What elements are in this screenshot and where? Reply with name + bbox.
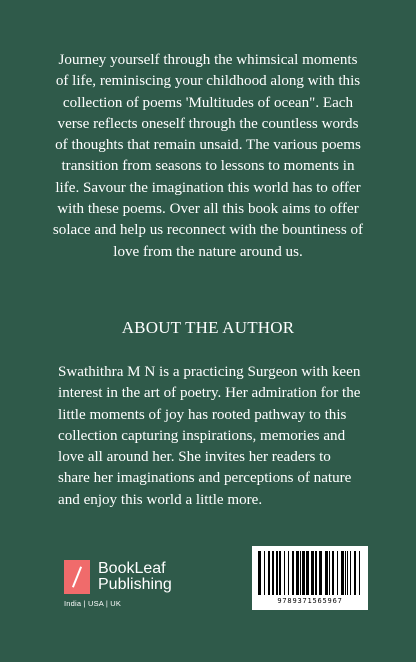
barcode-bar <box>288 551 289 595</box>
barcode-bar <box>311 551 314 595</box>
barcode-bar <box>354 551 356 595</box>
barcode-bar <box>284 551 285 595</box>
barcode-bar <box>268 551 270 595</box>
barcode-bar <box>279 551 281 595</box>
barcode-bar <box>345 551 346 595</box>
barcode-bar <box>329 551 330 595</box>
barcode-bar <box>325 551 328 595</box>
barcode-bar <box>264 551 265 595</box>
back-cover-blurb: Journey yourself through the whimsical moments of life, reminiscing your childhood along with this collection of poems 'Multitudes of ocean". Each verse reflects oneself through the countless words of thoughts that remain unsaid. The various poems transition from seasons to lessons to moments in life. Savour the imagination this world has to offer with these poems. Over all this book aims to offer solace and help us reconnect with the bountiness of love from the nature around us. <box>52 52 364 260</box>
publisher-name-line1: BookLeaf <box>98 560 166 577</box>
bookleaf-logo-icon <box>64 560 90 594</box>
about-author-heading: ABOUT THE AUTHOR <box>121 318 295 337</box>
isbn-number: 9789371565967 <box>277 597 343 605</box>
barcode-bar <box>341 551 344 595</box>
author-bio: Swathithra M N is a practicing Surgeon with keen interest in the art of poetry. Her admiration for the little moments of joy has rooted pathway to this collection capturing inspirations, memories and love all around her. She invites her readers to share her imaginations and perceptions of nature and enjoy this world a little more. <box>58 364 361 508</box>
barcode-bar <box>300 551 301 595</box>
barcode-bar <box>258 551 261 595</box>
barcode-bar <box>302 551 305 595</box>
publisher-logo <box>64 560 172 608</box>
barcode-bar <box>350 551 351 595</box>
barcode-bar <box>359 551 360 595</box>
barcode-bar <box>296 551 299 595</box>
barcode-bar <box>315 551 317 595</box>
barcode-bar <box>337 551 338 595</box>
barcode-bars <box>258 551 362 595</box>
barcode-bar <box>272 551 274 595</box>
publisher-regions: India | USA | UK <box>64 599 122 608</box>
barcode-bar <box>332 551 334 595</box>
publisher-name <box>98 561 172 593</box>
isbn-barcode <box>252 546 368 610</box>
barcode-bar <box>347 551 348 595</box>
barcode-bar <box>292 551 294 595</box>
barcode-bar <box>306 551 309 595</box>
barcode-bar <box>276 551 278 595</box>
barcode-bar <box>319 551 322 595</box>
publisher-name-line2: Publishing <box>98 576 172 593</box>
